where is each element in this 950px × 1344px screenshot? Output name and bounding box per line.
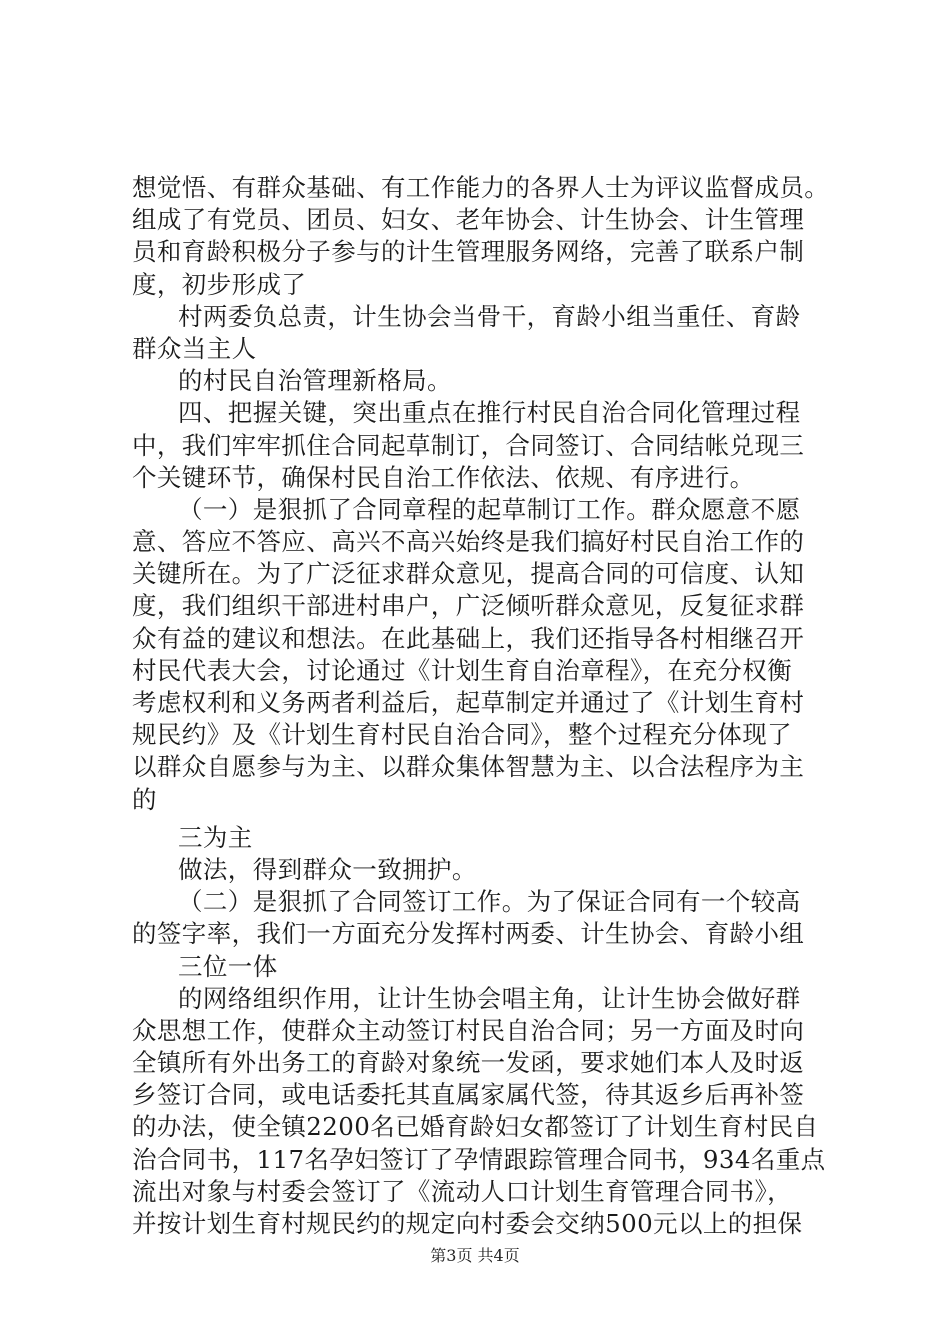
text-line: （一）是狠抓了合同章程的起草制订工作。群众愿意不愿 [178, 494, 801, 524]
text-line: 的网络组织作用，让计生协会唱主角，让计生协会做好群 [178, 983, 801, 1013]
text-line: 度，初步形成了 [132, 269, 307, 299]
text-line: 的签字率，我们一方面充分发挥村两委、计生协会、育龄小组 [132, 919, 805, 949]
text-line: 个关键环节，确保村民自治工作依法、依规、有序进行。 [132, 462, 755, 492]
text-line: 村两委负总责，计生协会当骨干，育龄小组当重任、育龄 [178, 301, 801, 331]
text-line: 流出对象与村委会签订了《流动人口计划生育管理合同书》， [132, 1176, 793, 1206]
text-line: 做法，得到群众一致拥护。 [178, 854, 477, 884]
text-line: 四、把握关键，突出重点在推行村民自治合同化管理过程 [178, 398, 801, 428]
text-line: 众有益的建议和想法。在此基础上，我们还指导各村相继召开 [132, 623, 805, 653]
text-line: 的 [132, 784, 157, 814]
text-line: 中，我们牢牢抓住合同起草制订，合同签订、合同结帐兑现三 [132, 430, 805, 460]
text-line: 度，我们组织干部进村串户，广泛倾听群众意见，反复征求群 [132, 591, 805, 621]
text-line: 三为主 [178, 822, 253, 852]
text-line: 关键所在。为了广泛征求群众意见，提高合同的可信度、认知 [132, 559, 805, 589]
text-line: （二）是狠抓了合同签订工作。为了保证合同有一个较高 [178, 887, 801, 917]
text-line: 众思想工作，使群众主动签订村民自治合同；另一方面及时向 [132, 1015, 805, 1045]
text-line: 村民代表大会，讨论通过《计划生育自治章程》，在充分权衡 [132, 655, 793, 685]
text-line: 想觉悟、有群众基础、有工作能力的各界人士为评议监督成员。 [132, 173, 830, 202]
text-line: 员和育龄积极分子参与的计生管理服务网络，完善了联系户制 [132, 237, 805, 267]
text-line: 并按计划生育村规民约的规定向村委会交纳500元以上的担保 [132, 1209, 803, 1238]
text-line: 意、答应不答应、高兴不高兴始终是我们搞好村民自治工作的 [132, 527, 805, 557]
text-line: 组成了有党员、团员、妇女、老年协会、计生协会、计生管理 [132, 205, 805, 235]
text-line: 的办法，使全镇2200名已婚育龄妇女都签订了计划生育村民自 [132, 1112, 819, 1142]
text-line: 规民约》及《计划生育村民自治合同》，整个过程充分体现了 [132, 720, 793, 750]
document-body [132, 172, 832, 1240]
text-line: 以群众自愿参与为主、以群众集体智慧为主、以合法程序为主 [132, 752, 805, 782]
text-line: 的村民自治管理新格局。 [178, 366, 452, 396]
text-line: 三位一体 [178, 951, 278, 981]
text-line: 考虑权利和义务两者利益后，起草制定并通过了《计划生育村 [132, 688, 805, 717]
page-footer: 第3页 共4页 [430, 1246, 520, 1265]
text-line: 乡签订合同，或电话委托其直属家属代签，待其返乡后再补签 [132, 1080, 805, 1110]
text-line: 群众当主人 [132, 333, 257, 363]
text-line: 治合同书，117名孕妇签订了孕情跟踪管理合同书，934名重点 [132, 1144, 826, 1174]
text-line: 全镇所有外出务工的育龄对象统一发函，要求她们本人及时返 [132, 1048, 805, 1078]
